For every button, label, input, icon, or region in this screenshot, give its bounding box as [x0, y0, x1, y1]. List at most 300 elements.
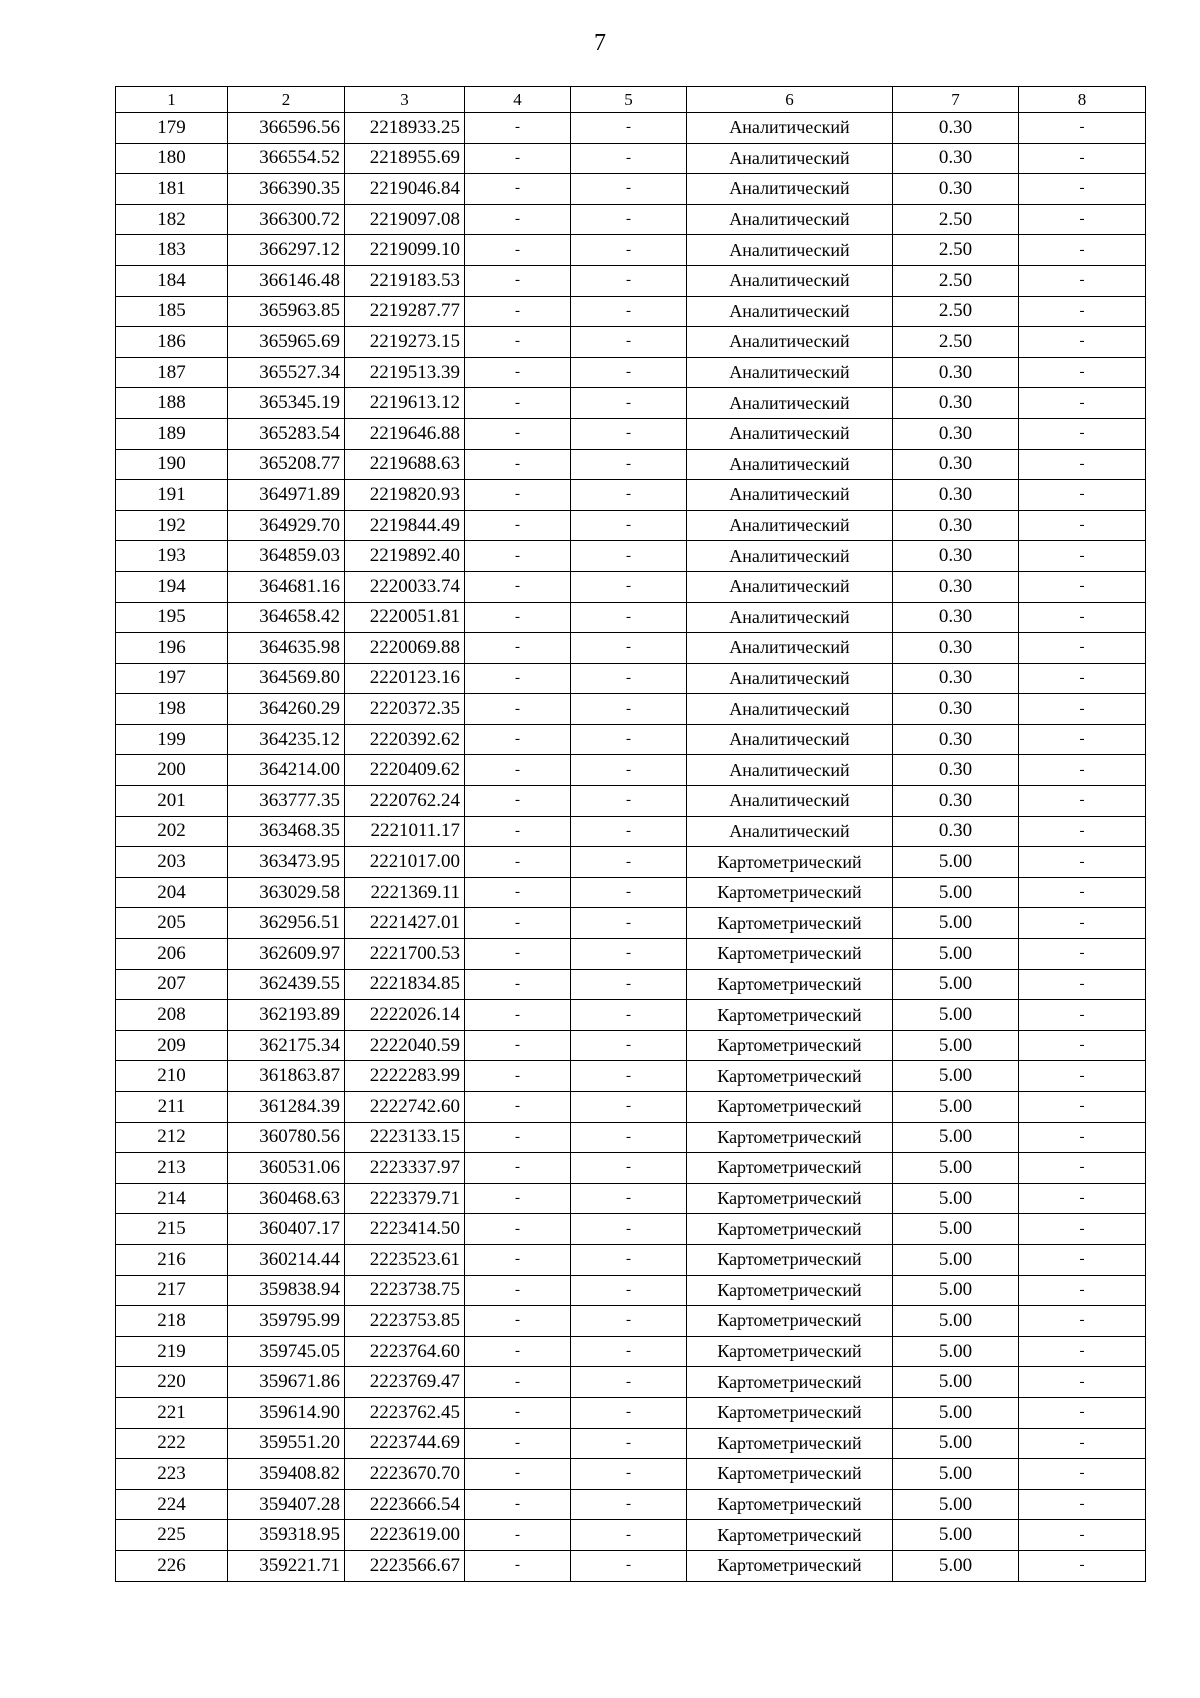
cell-col-8-value: - [1019, 296, 1146, 327]
cell-accuracy: 0.30 [893, 755, 1019, 786]
cell-method: Аналитический [687, 235, 893, 266]
cell-coord-y: 2219646.88 [345, 418, 465, 449]
cell-coord-y: 2221834.85 [345, 969, 465, 1000]
table-row [116, 969, 1146, 1000]
cell-col-8-value: - [1019, 1061, 1146, 1092]
cell-point-number: 200 [116, 755, 228, 786]
cell-col-4-value: - [465, 143, 571, 174]
cell-col-5-value: - [571, 113, 687, 144]
cell-accuracy: 0.30 [893, 510, 1019, 541]
cell-method: Картометрический [687, 1275, 893, 1306]
cell-col-5-value: - [571, 663, 687, 694]
cell-col-5-value: - [571, 327, 687, 358]
cell-method: Картометрический [687, 1092, 893, 1123]
cell-col-4-value: - [465, 786, 571, 817]
cell-method: Аналитический [687, 663, 893, 694]
cell-col-8-value: - [1019, 939, 1146, 970]
cell-accuracy: 5.00 [893, 1428, 1019, 1459]
cell-col-8-value: - [1019, 1459, 1146, 1490]
cell-coord-y: 2219097.08 [345, 204, 465, 235]
cell-accuracy: 5.00 [893, 1153, 1019, 1184]
cell-accuracy: 0.30 [893, 388, 1019, 419]
cell-coord-y: 2223133.15 [345, 1122, 465, 1153]
cell-coord-x: 362193.89 [228, 1000, 345, 1031]
cell-col-8-value: - [1019, 388, 1146, 419]
cell-accuracy: 0.30 [893, 174, 1019, 205]
cell-method: Картометрический [687, 1550, 893, 1581]
table-row [116, 908, 1146, 939]
cell-coord-y: 2220409.62 [345, 755, 465, 786]
cell-col-5-value: - [571, 755, 687, 786]
cell-col-5-value: - [571, 1397, 687, 1428]
cell-coord-x: 359795.99 [228, 1306, 345, 1337]
cell-accuracy: 2.50 [893, 235, 1019, 266]
cell-method: Аналитический [687, 265, 893, 296]
cell-coord-y: 2219287.77 [345, 296, 465, 327]
cell-coord-y: 2221011.17 [345, 816, 465, 847]
cell-coord-y: 2219892.40 [345, 541, 465, 572]
table-row [116, 418, 1146, 449]
cell-col-5-value: - [571, 908, 687, 939]
cell-point-number: 182 [116, 204, 228, 235]
cell-coord-x: 359318.95 [228, 1520, 345, 1551]
table-row [116, 939, 1146, 970]
cell-coord-x: 365963.85 [228, 296, 345, 327]
cell-coord-x: 366300.72 [228, 204, 345, 235]
cell-point-number: 204 [116, 877, 228, 908]
cell-coord-x: 359671.86 [228, 1367, 345, 1398]
header-col-6: 6 [687, 87, 893, 113]
cell-col-8-value: - [1019, 204, 1146, 235]
cell-coord-x: 364971.89 [228, 480, 345, 511]
cell-col-8-value: - [1019, 786, 1146, 817]
cell-col-4-value: - [465, 571, 571, 602]
cell-col-4-value: - [465, 1520, 571, 1551]
table-row [116, 204, 1146, 235]
cell-point-number: 184 [116, 265, 228, 296]
cell-point-number: 186 [116, 327, 228, 358]
cell-method: Аналитический [687, 816, 893, 847]
table-row [116, 143, 1146, 174]
cell-col-8-value: - [1019, 1306, 1146, 1337]
cell-col-4-value: - [465, 663, 571, 694]
coordinates-table [115, 86, 1146, 1582]
header-col-5: 5 [571, 87, 687, 113]
table-row [116, 449, 1146, 480]
cell-col-5-value: - [571, 1183, 687, 1214]
cell-accuracy: 0.30 [893, 724, 1019, 755]
cell-method: Картометрический [687, 1520, 893, 1551]
cell-col-5-value: - [571, 969, 687, 1000]
cell-col-5-value: - [571, 1122, 687, 1153]
cell-col-4-value: - [465, 1030, 571, 1061]
table-row [116, 174, 1146, 205]
cell-coord-y: 2219046.84 [345, 174, 465, 205]
table-body [116, 113, 1146, 1582]
cell-point-number: 202 [116, 816, 228, 847]
header-row [116, 87, 1146, 113]
cell-coord-y: 2218955.69 [345, 143, 465, 174]
cell-coord-y: 2220033.74 [345, 571, 465, 602]
cell-coord-x: 366146.48 [228, 265, 345, 296]
cell-col-5-value: - [571, 1367, 687, 1398]
cell-coord-y: 2223619.00 [345, 1520, 465, 1551]
cell-col-4-value: - [465, 480, 571, 511]
cell-col-5-value: - [571, 724, 687, 755]
cell-accuracy: 0.30 [893, 571, 1019, 602]
cell-col-5-value: - [571, 1030, 687, 1061]
cell-method: Картометрический [687, 1153, 893, 1184]
cell-method: Аналитический [687, 357, 893, 388]
cell-accuracy: 0.30 [893, 633, 1019, 664]
cell-coord-x: 360407.17 [228, 1214, 345, 1245]
cell-coord-y: 2222283.99 [345, 1061, 465, 1092]
cell-coord-y: 2223414.50 [345, 1214, 465, 1245]
cell-coord-x: 364569.80 [228, 663, 345, 694]
cell-coord-x: 365208.77 [228, 449, 345, 480]
cell-col-8-value: - [1019, 1489, 1146, 1520]
table-row [116, 235, 1146, 266]
cell-col-8-value: - [1019, 327, 1146, 358]
cell-point-number: 218 [116, 1306, 228, 1337]
cell-col-4-value: - [465, 1275, 571, 1306]
cell-col-4-value: - [465, 541, 571, 572]
cell-coord-y: 2219820.93 [345, 480, 465, 511]
table-row [116, 1122, 1146, 1153]
cell-accuracy: 5.00 [893, 1061, 1019, 1092]
cell-point-number: 216 [116, 1244, 228, 1275]
cell-col-8-value: - [1019, 1030, 1146, 1061]
table-row [116, 1000, 1146, 1031]
table-row [116, 663, 1146, 694]
cell-col-8-value: - [1019, 633, 1146, 664]
cell-col-5-value: - [571, 480, 687, 511]
cell-col-4-value: - [465, 1153, 571, 1184]
cell-col-4-value: - [465, 755, 571, 786]
cell-coord-y: 2222040.59 [345, 1030, 465, 1061]
cell-accuracy: 2.50 [893, 296, 1019, 327]
cell-col-5-value: - [571, 174, 687, 205]
cell-col-5-value: - [571, 1489, 687, 1520]
cell-point-number: 183 [116, 235, 228, 266]
cell-accuracy: 5.00 [893, 1397, 1019, 1428]
cell-col-5-value: - [571, 1214, 687, 1245]
cell-coord-y: 2219688.63 [345, 449, 465, 480]
cell-coord-x: 365345.19 [228, 388, 345, 419]
cell-point-number: 209 [116, 1030, 228, 1061]
cell-point-number: 179 [116, 113, 228, 144]
cell-col-4-value: - [465, 1122, 571, 1153]
cell-point-number: 187 [116, 357, 228, 388]
cell-point-number: 201 [116, 786, 228, 817]
cell-method: Аналитический [687, 694, 893, 725]
cell-col-5-value: - [571, 694, 687, 725]
cell-col-5-value: - [571, 1000, 687, 1031]
cell-coord-x: 366390.35 [228, 174, 345, 205]
cell-method: Аналитический [687, 541, 893, 572]
cell-col-5-value: - [571, 296, 687, 327]
cell-accuracy: 0.30 [893, 694, 1019, 725]
cell-col-5-value: - [571, 1550, 687, 1581]
cell-col-4-value: - [465, 1550, 571, 1581]
cell-col-5-value: - [571, 1336, 687, 1367]
cell-method: Картометрический [687, 1336, 893, 1367]
cell-method: Картометрический [687, 939, 893, 970]
cell-coord-x: 360214.44 [228, 1244, 345, 1275]
cell-col-8-value: - [1019, 1275, 1146, 1306]
cell-coord-y: 2221017.00 [345, 847, 465, 878]
cell-point-number: 210 [116, 1061, 228, 1092]
cell-point-number: 222 [116, 1428, 228, 1459]
cell-col-8-value: - [1019, 480, 1146, 511]
cell-accuracy: 5.00 [893, 1092, 1019, 1123]
cell-point-number: 221 [116, 1397, 228, 1428]
cell-coord-x: 364681.16 [228, 571, 345, 602]
cell-col-8-value: - [1019, 1000, 1146, 1031]
table-row [116, 1183, 1146, 1214]
cell-accuracy: 0.30 [893, 449, 1019, 480]
cell-col-8-value: - [1019, 663, 1146, 694]
cell-point-number: 207 [116, 969, 228, 1000]
cell-coord-y: 2222742.60 [345, 1092, 465, 1123]
cell-method: Картометрический [687, 1367, 893, 1398]
cell-method: Аналитический [687, 418, 893, 449]
cell-point-number: 224 [116, 1489, 228, 1520]
cell-coord-x: 366297.12 [228, 235, 345, 266]
cell-col-4-value: - [465, 1397, 571, 1428]
cell-accuracy: 5.00 [893, 908, 1019, 939]
cell-col-8-value: - [1019, 357, 1146, 388]
cell-point-number: 189 [116, 418, 228, 449]
header-col-3: 3 [345, 87, 465, 113]
cell-accuracy: 5.00 [893, 1183, 1019, 1214]
cell-accuracy: 5.00 [893, 1306, 1019, 1337]
cell-method: Картометрический [687, 877, 893, 908]
cell-coord-y: 2221427.01 [345, 908, 465, 939]
cell-method: Картометрический [687, 1489, 893, 1520]
cell-col-5-value: - [571, 204, 687, 235]
cell-col-4-value: - [465, 633, 571, 664]
cell-coord-x: 362609.97 [228, 939, 345, 970]
table-row [116, 847, 1146, 878]
cell-col-8-value: - [1019, 1550, 1146, 1581]
cell-point-number: 215 [116, 1214, 228, 1245]
cell-accuracy: 5.00 [893, 847, 1019, 878]
cell-col-5-value: - [571, 877, 687, 908]
cell-col-8-value: - [1019, 449, 1146, 480]
cell-coord-y: 2219183.53 [345, 265, 465, 296]
cell-method: Картометрический [687, 1000, 893, 1031]
cell-col-4-value: - [465, 1428, 571, 1459]
cell-coord-x: 363468.35 [228, 816, 345, 847]
cell-col-4-value: - [465, 265, 571, 296]
cell-col-5-value: - [571, 1520, 687, 1551]
cell-col-4-value: - [465, 113, 571, 144]
cell-col-8-value: - [1019, 969, 1146, 1000]
cell-col-8-value: - [1019, 1428, 1146, 1459]
cell-col-8-value: - [1019, 877, 1146, 908]
cell-method: Аналитический [687, 724, 893, 755]
cell-point-number: 196 [116, 633, 228, 664]
table-row [116, 1520, 1146, 1551]
cell-col-4-value: - [465, 1183, 571, 1214]
cell-point-number: 208 [116, 1000, 228, 1031]
cell-coord-y: 2218933.25 [345, 113, 465, 144]
cell-col-8-value: - [1019, 235, 1146, 266]
cell-col-4-value: - [465, 235, 571, 266]
cell-coord-x: 362956.51 [228, 908, 345, 939]
header-col-2: 2 [228, 87, 345, 113]
cell-col-4-value: - [465, 969, 571, 1000]
cell-col-5-value: - [571, 816, 687, 847]
cell-col-8-value: - [1019, 724, 1146, 755]
cell-point-number: 223 [116, 1459, 228, 1490]
cell-coord-y: 2223337.97 [345, 1153, 465, 1184]
table-row [116, 1214, 1146, 1245]
cell-coord-x: 366596.56 [228, 113, 345, 144]
cell-accuracy: 5.00 [893, 1030, 1019, 1061]
cell-coord-x: 365527.34 [228, 357, 345, 388]
cell-col-8-value: - [1019, 694, 1146, 725]
cell-coord-y: 2219273.15 [345, 327, 465, 358]
cell-col-8-value: - [1019, 113, 1146, 144]
cell-point-number: 188 [116, 388, 228, 419]
cell-col-4-value: - [465, 327, 571, 358]
cell-coord-x: 359407.28 [228, 1489, 345, 1520]
cell-method: Картометрический [687, 1214, 893, 1245]
cell-point-number: 190 [116, 449, 228, 480]
cell-col-8-value: - [1019, 1092, 1146, 1123]
table-row [116, 724, 1146, 755]
cell-coord-x: 364260.29 [228, 694, 345, 725]
cell-col-4-value: - [465, 939, 571, 970]
table-row [116, 633, 1146, 664]
cell-method: Картометрический [687, 1122, 893, 1153]
cell-point-number: 203 [116, 847, 228, 878]
cell-coord-x: 363473.95 [228, 847, 345, 878]
cell-col-5-value: - [571, 1275, 687, 1306]
cell-col-4-value: - [465, 510, 571, 541]
table-row [116, 1336, 1146, 1367]
cell-coord-y: 2223769.47 [345, 1367, 465, 1398]
cell-col-8-value: - [1019, 816, 1146, 847]
cell-col-8-value: - [1019, 1520, 1146, 1551]
cell-col-4-value: - [465, 1489, 571, 1520]
cell-method: Картометрический [687, 1030, 893, 1061]
cell-col-8-value: - [1019, 1214, 1146, 1245]
cell-method: Картометрический [687, 1306, 893, 1337]
cell-col-8-value: - [1019, 1397, 1146, 1428]
cell-accuracy: 5.00 [893, 969, 1019, 1000]
cell-point-number: 193 [116, 541, 228, 572]
table-row [116, 1306, 1146, 1337]
cell-method: Картометрический [687, 1183, 893, 1214]
cell-coord-x: 362175.34 [228, 1030, 345, 1061]
cell-point-number: 214 [116, 1183, 228, 1214]
cell-method: Картометрический [687, 908, 893, 939]
cell-accuracy: 0.30 [893, 143, 1019, 174]
cell-col-4-value: - [465, 694, 571, 725]
cell-accuracy: 2.50 [893, 204, 1019, 235]
cell-col-5-value: - [571, 449, 687, 480]
cell-col-4-value: - [465, 908, 571, 939]
table-row [116, 265, 1146, 296]
cell-coord-x: 364658.42 [228, 602, 345, 633]
cell-method: Аналитический [687, 327, 893, 358]
table-row [116, 1550, 1146, 1581]
table-row [116, 1092, 1146, 1123]
cell-point-number: 217 [116, 1275, 228, 1306]
cell-col-8-value: - [1019, 602, 1146, 633]
cell-col-8-value: - [1019, 541, 1146, 572]
cell-coord-x: 359838.94 [228, 1275, 345, 1306]
table-row [116, 816, 1146, 847]
cell-method: Аналитический [687, 571, 893, 602]
cell-coord-x: 359408.82 [228, 1459, 345, 1490]
cell-coord-x: 360531.06 [228, 1153, 345, 1184]
cell-col-5-value: - [571, 1428, 687, 1459]
cell-coord-x: 364635.98 [228, 633, 345, 664]
cell-col-8-value: - [1019, 571, 1146, 602]
cell-accuracy: 0.30 [893, 786, 1019, 817]
cell-point-number: 226 [116, 1550, 228, 1581]
cell-coord-y: 2219613.12 [345, 388, 465, 419]
cell-col-5-value: - [571, 847, 687, 878]
cell-col-4-value: - [465, 1336, 571, 1367]
cell-method: Аналитический [687, 510, 893, 541]
cell-coord-y: 2220762.24 [345, 786, 465, 817]
cell-col-5-value: - [571, 1092, 687, 1123]
cell-accuracy: 5.00 [893, 1336, 1019, 1367]
cell-method: Аналитический [687, 633, 893, 664]
cell-col-4-value: - [465, 847, 571, 878]
table-row [116, 1428, 1146, 1459]
cell-accuracy: 5.00 [893, 1550, 1019, 1581]
cell-col-5-value: - [571, 939, 687, 970]
cell-col-8-value: - [1019, 1367, 1146, 1398]
cell-accuracy: 5.00 [893, 1244, 1019, 1275]
cell-point-number: 225 [116, 1520, 228, 1551]
cell-col-4-value: - [465, 449, 571, 480]
cell-coord-y: 2223764.60 [345, 1336, 465, 1367]
cell-col-8-value: - [1019, 1122, 1146, 1153]
header-col-7: 7 [893, 87, 1019, 113]
cell-col-5-value: - [571, 1459, 687, 1490]
cell-col-5-value: - [571, 143, 687, 174]
cell-method: Картометрический [687, 969, 893, 1000]
cell-col-5-value: - [571, 510, 687, 541]
cell-point-number: 220 [116, 1367, 228, 1398]
table-row [116, 755, 1146, 786]
table-row [116, 1397, 1146, 1428]
table-row [116, 1367, 1146, 1398]
table-row [116, 113, 1146, 144]
cell-col-4-value: - [465, 1092, 571, 1123]
cell-point-number: 197 [116, 663, 228, 694]
cell-coord-y: 2223566.67 [345, 1550, 465, 1581]
cell-coord-x: 359221.71 [228, 1550, 345, 1581]
cell-point-number: 211 [116, 1092, 228, 1123]
cell-col-8-value: - [1019, 1244, 1146, 1275]
cell-col-5-value: - [571, 1061, 687, 1092]
cell-method: Аналитический [687, 449, 893, 480]
cell-coord-x: 363029.58 [228, 877, 345, 908]
cell-col-5-value: - [571, 265, 687, 296]
cell-col-4-value: - [465, 357, 571, 388]
table-row [116, 694, 1146, 725]
table-row [116, 786, 1146, 817]
table-row [116, 296, 1146, 327]
